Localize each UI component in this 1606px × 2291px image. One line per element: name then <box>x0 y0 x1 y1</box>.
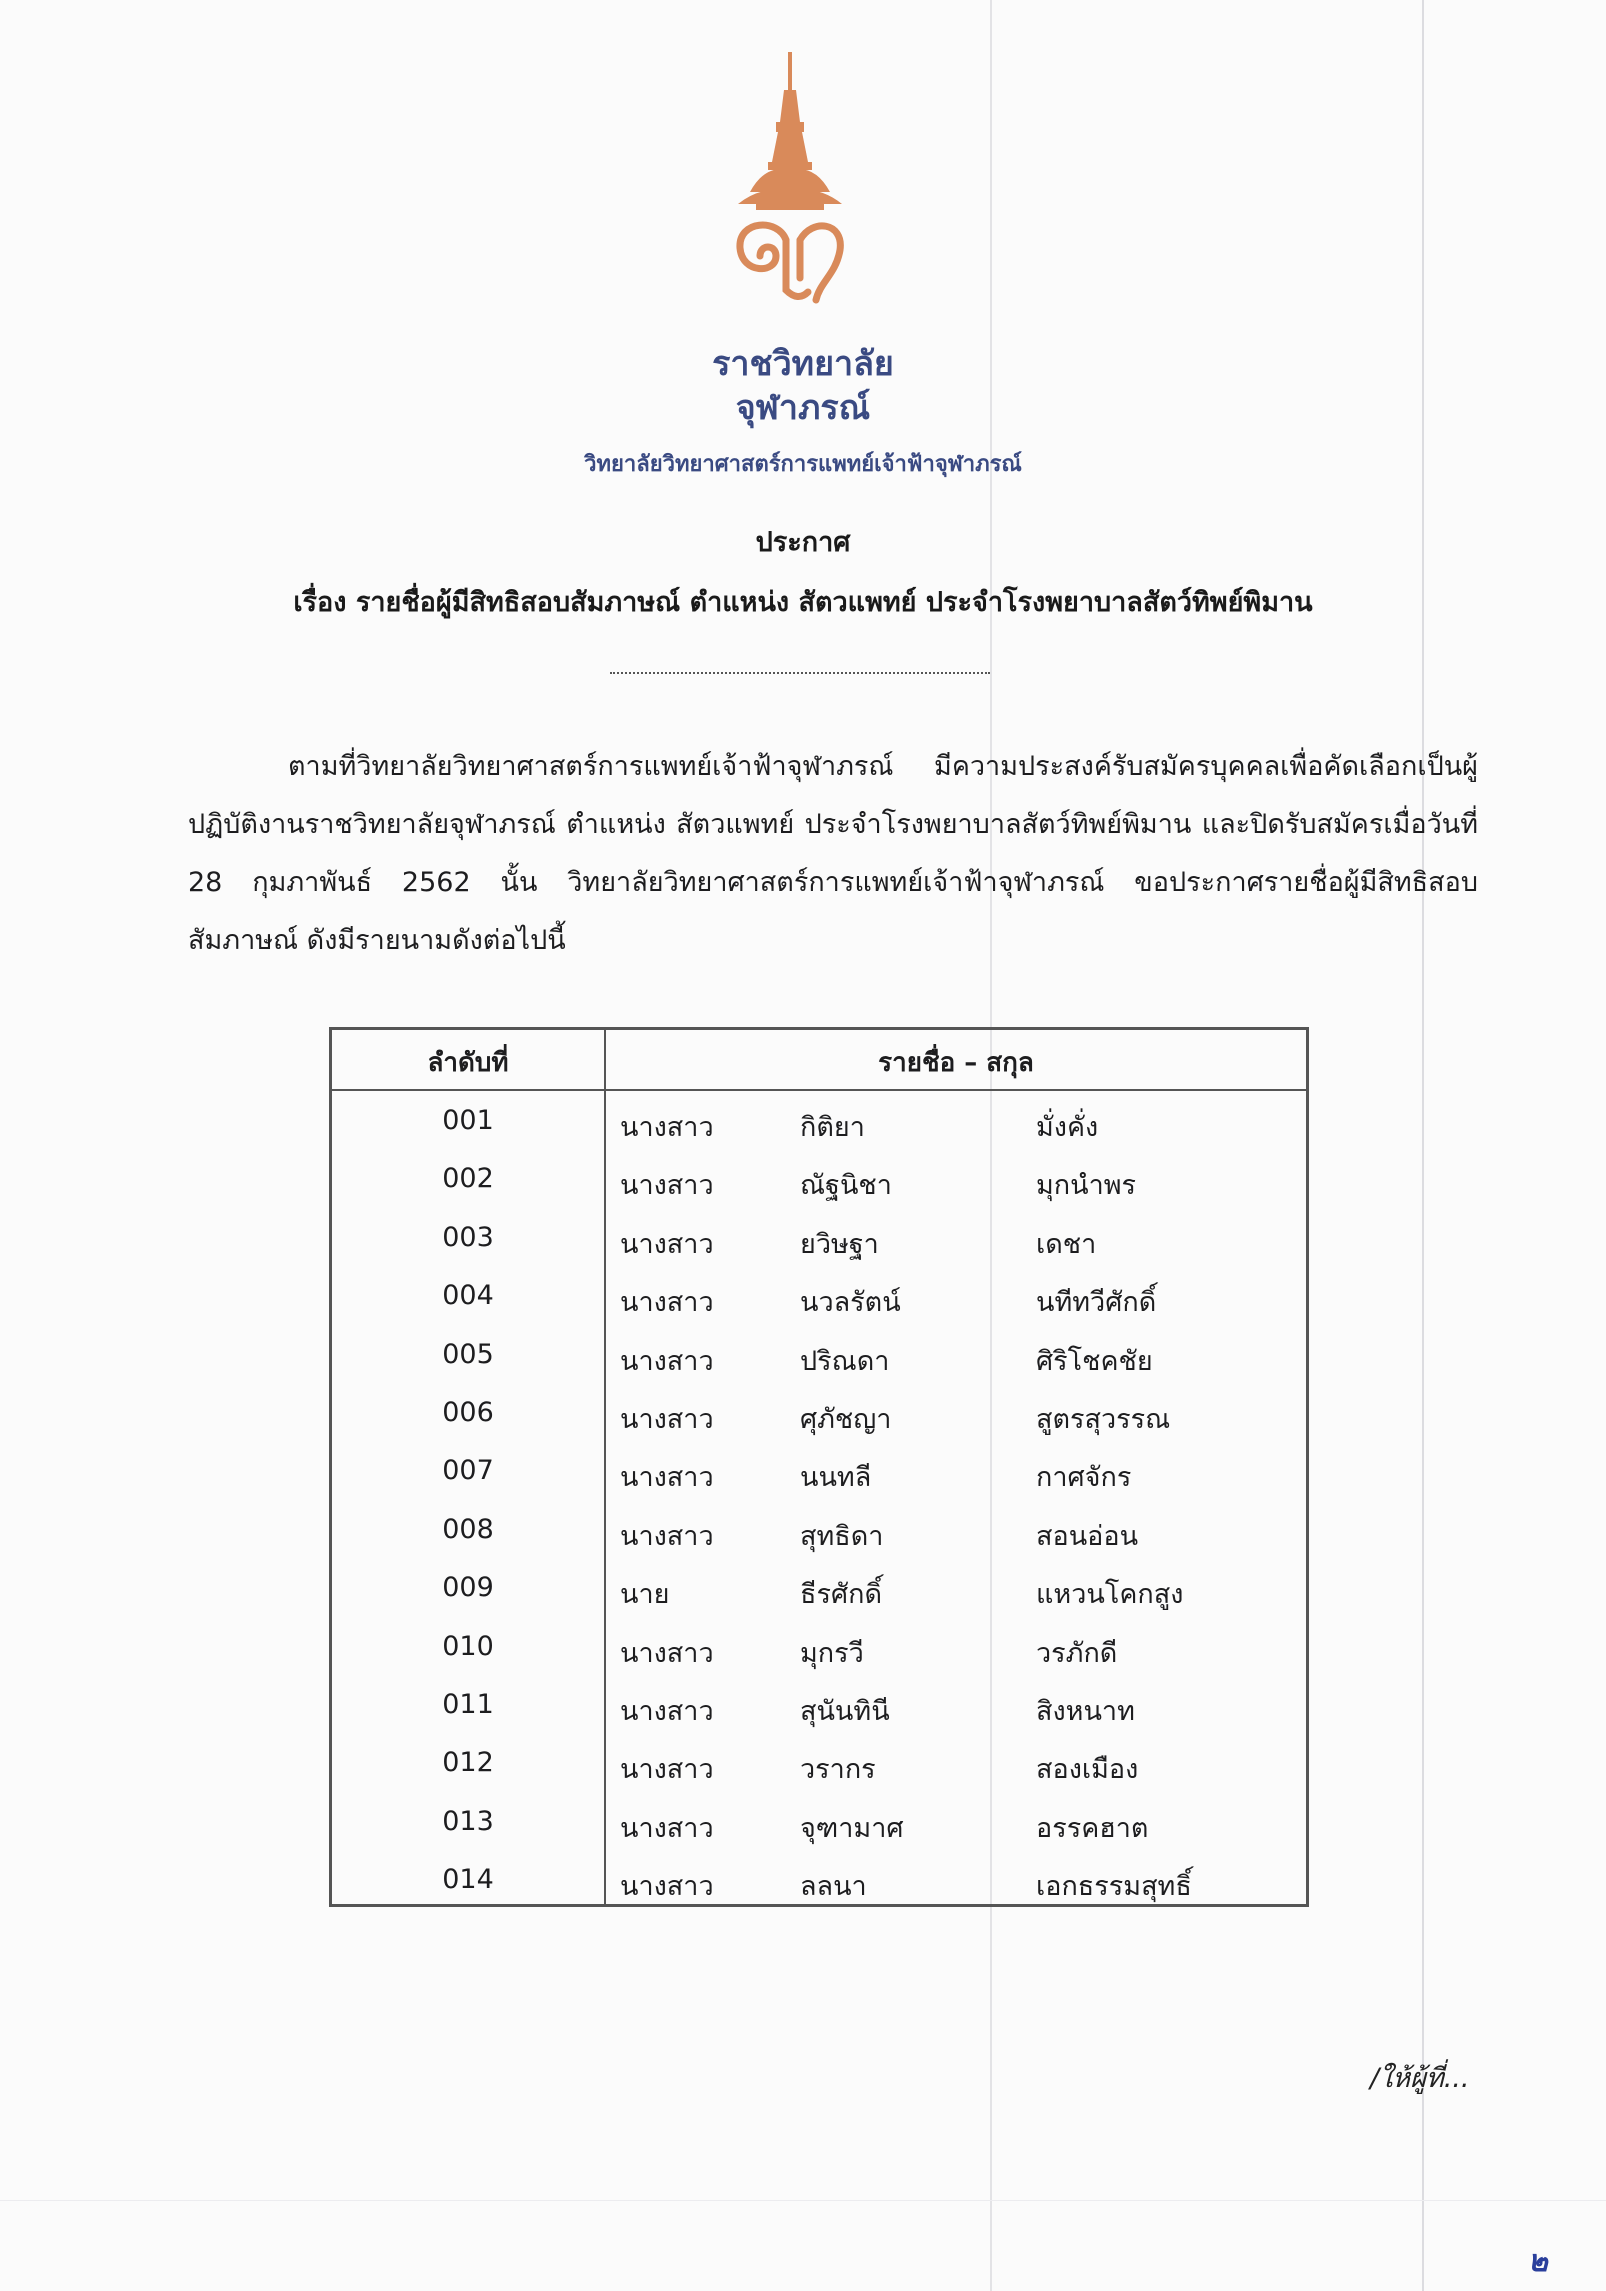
row-first-name: กิติยา <box>800 1112 865 1143</box>
table-row <box>332 1163 1306 1221</box>
row-last-name: อรรคฮาต <box>1036 1812 1149 1844</box>
announcement-heading: ประกาศ <box>755 527 851 558</box>
fold-line <box>0 2200 1606 2201</box>
row-first-name: สุนันทินี <box>800 1695 890 1727</box>
table-row <box>332 1864 1306 1922</box>
table-row <box>332 1339 1306 1397</box>
row-title: นางสาว <box>620 1812 714 1844</box>
row-title: นางสาว <box>620 1754 714 1786</box>
row-last-name: สูตรสุวรรณ <box>1036 1403 1171 1435</box>
row-last-name: ศิริโชคชัย <box>1036 1345 1153 1377</box>
row-number: 006 <box>442 1396 494 1428</box>
row-last-name: เอกธรรมสุทธิ์ <box>1036 1871 1192 1903</box>
logo-title: ราชวิทยาลัย <box>712 344 894 384</box>
header-name: รายชื่อ – สกุล <box>878 1048 1034 1078</box>
body-paragraph: ตามที่วิทยาลัยวิทยาศาสตร์การแพทย์เจ้าฟ้าจุฬาภรณ์ มีความประสงค์รับสมัครบุคคลเพื่อคัดเลือกเป็นผู้ปฏิบัติงานราชวิทยาลัยจุฬาภรณ์ ตำแหน่ง สัตวแพทย์ ประจำโรงพยาบาลสัตว์ทิพย์พิมาน และปิดรับสมัครเมื่อวันที่ 28 กุมภาพันธ์ 2562 นั้น วิทยาลัยวิทยาศาสตร์การแพทย์เจ้าฟ้าจุฬาภรณ์ ขอประกาศรายชื่อผู้มีสิทธิสอบสัมภาษณ์ ดังมีรายนามดังต่อไปนี้ <box>188 751 1478 956</box>
row-last-name: นทีทวีศักดิ์ <box>1036 1287 1157 1319</box>
row-first-name: ยวิษฐา <box>800 1228 879 1260</box>
announcement-body <box>188 738 1478 970</box>
row-number: 009 <box>442 1572 494 1604</box>
row-first-name: วรากร <box>800 1754 876 1786</box>
header-number: ลำดับที่ <box>427 1048 509 1078</box>
dotted-divider <box>610 672 990 674</box>
logo-subtitle: วิทยาลัยวิทยาศาสตร์การแพทย์เจ้าฟ้าจุฬาภรณ์ <box>584 452 1022 477</box>
table-row <box>332 1105 1306 1163</box>
row-title: นางสาว <box>620 1871 714 1903</box>
table-row <box>332 1280 1306 1338</box>
row-last-name: มุกนำพร <box>1036 1170 1137 1202</box>
row-number: 008 <box>442 1513 494 1545</box>
continuation-note: /ให้ผู้ที่... <box>1370 2063 1470 2094</box>
row-first-name: ปริณดา <box>800 1345 890 1377</box>
row-last-name: มั่งคั่ง <box>1036 1112 1099 1143</box>
row-first-name: นวลรัตน์ <box>800 1287 901 1319</box>
row-title: นางสาว <box>620 1170 714 1202</box>
row-first-name: สุทธิดา <box>800 1520 884 1552</box>
table-row <box>332 1572 1306 1630</box>
row-title: นางสาว <box>620 1637 714 1669</box>
row-title: นางสาว <box>620 1462 714 1494</box>
row-first-name: มุกรวี <box>800 1637 864 1669</box>
row-title: นาย <box>620 1579 670 1611</box>
row-number: 013 <box>442 1805 494 1837</box>
candidate-table <box>329 1027 1309 1907</box>
table-row <box>332 1222 1306 1280</box>
row-first-name: ลลนา <box>800 1871 867 1903</box>
row-last-name: สอนอ่อน <box>1036 1520 1139 1552</box>
row-number: 012 <box>442 1747 494 1779</box>
princess-chulabhorn-emblem-icon <box>720 52 860 312</box>
table-row <box>332 1806 1306 1864</box>
table-row <box>332 1631 1306 1689</box>
row-first-name: จุฑามาศ <box>800 1812 904 1844</box>
row-first-name: ธีรศักดิ์ <box>800 1579 883 1611</box>
row-title: นางสาว <box>620 1345 714 1377</box>
row-number: 014 <box>442 1864 494 1896</box>
row-last-name: กาศจักร <box>1036 1462 1132 1494</box>
table-row <box>332 1747 1306 1805</box>
table-row <box>332 1455 1306 1513</box>
row-last-name: เดชา <box>1036 1228 1097 1260</box>
row-last-name: วรภักดี <box>1036 1637 1118 1669</box>
row-last-name: สิงหนาท <box>1036 1695 1135 1727</box>
row-first-name: ศุภัชญา <box>800 1403 892 1435</box>
row-last-name: สองเมือง <box>1036 1754 1139 1786</box>
table-row <box>332 1514 1306 1572</box>
row-number: 010 <box>442 1630 494 1662</box>
row-number: 003 <box>442 1221 494 1253</box>
row-number: 001 <box>442 1105 494 1136</box>
row-title: นางสาว <box>620 1112 714 1143</box>
row-number: 005 <box>442 1338 494 1370</box>
row-title: นางสาว <box>620 1520 714 1552</box>
table-row <box>332 1397 1306 1455</box>
row-number: 011 <box>442 1688 494 1720</box>
row-title: นางสาว <box>620 1695 714 1727</box>
page-number: ๒ <box>1528 2244 1548 2279</box>
row-first-name: นนทลี <box>800 1462 872 1494</box>
row-number: 007 <box>442 1455 494 1487</box>
logo-title: จุฬาภรณ์ <box>735 388 871 428</box>
table-divider <box>332 1089 1306 1091</box>
table-body <box>332 1105 1306 1922</box>
row-title: นางสาว <box>620 1403 714 1435</box>
table-row <box>332 1689 1306 1747</box>
row-number: 004 <box>442 1280 494 1312</box>
row-last-name: แหวนโคกสูง <box>1036 1579 1184 1611</box>
announcement-subject: เรื่อง รายชื่อผู้มีสิทธิสอบสัมภาษณ์ ตำแหน่ง สัตวแพทย์ ประจำโรงพยาบาลสัตว์ทิพย์พิมาน <box>293 587 1313 618</box>
row-number: 002 <box>442 1163 494 1195</box>
row-title: นางสาว <box>620 1228 714 1260</box>
row-title: นางสาว <box>620 1287 714 1319</box>
row-first-name: ณัฐนิชา <box>800 1170 892 1202</box>
